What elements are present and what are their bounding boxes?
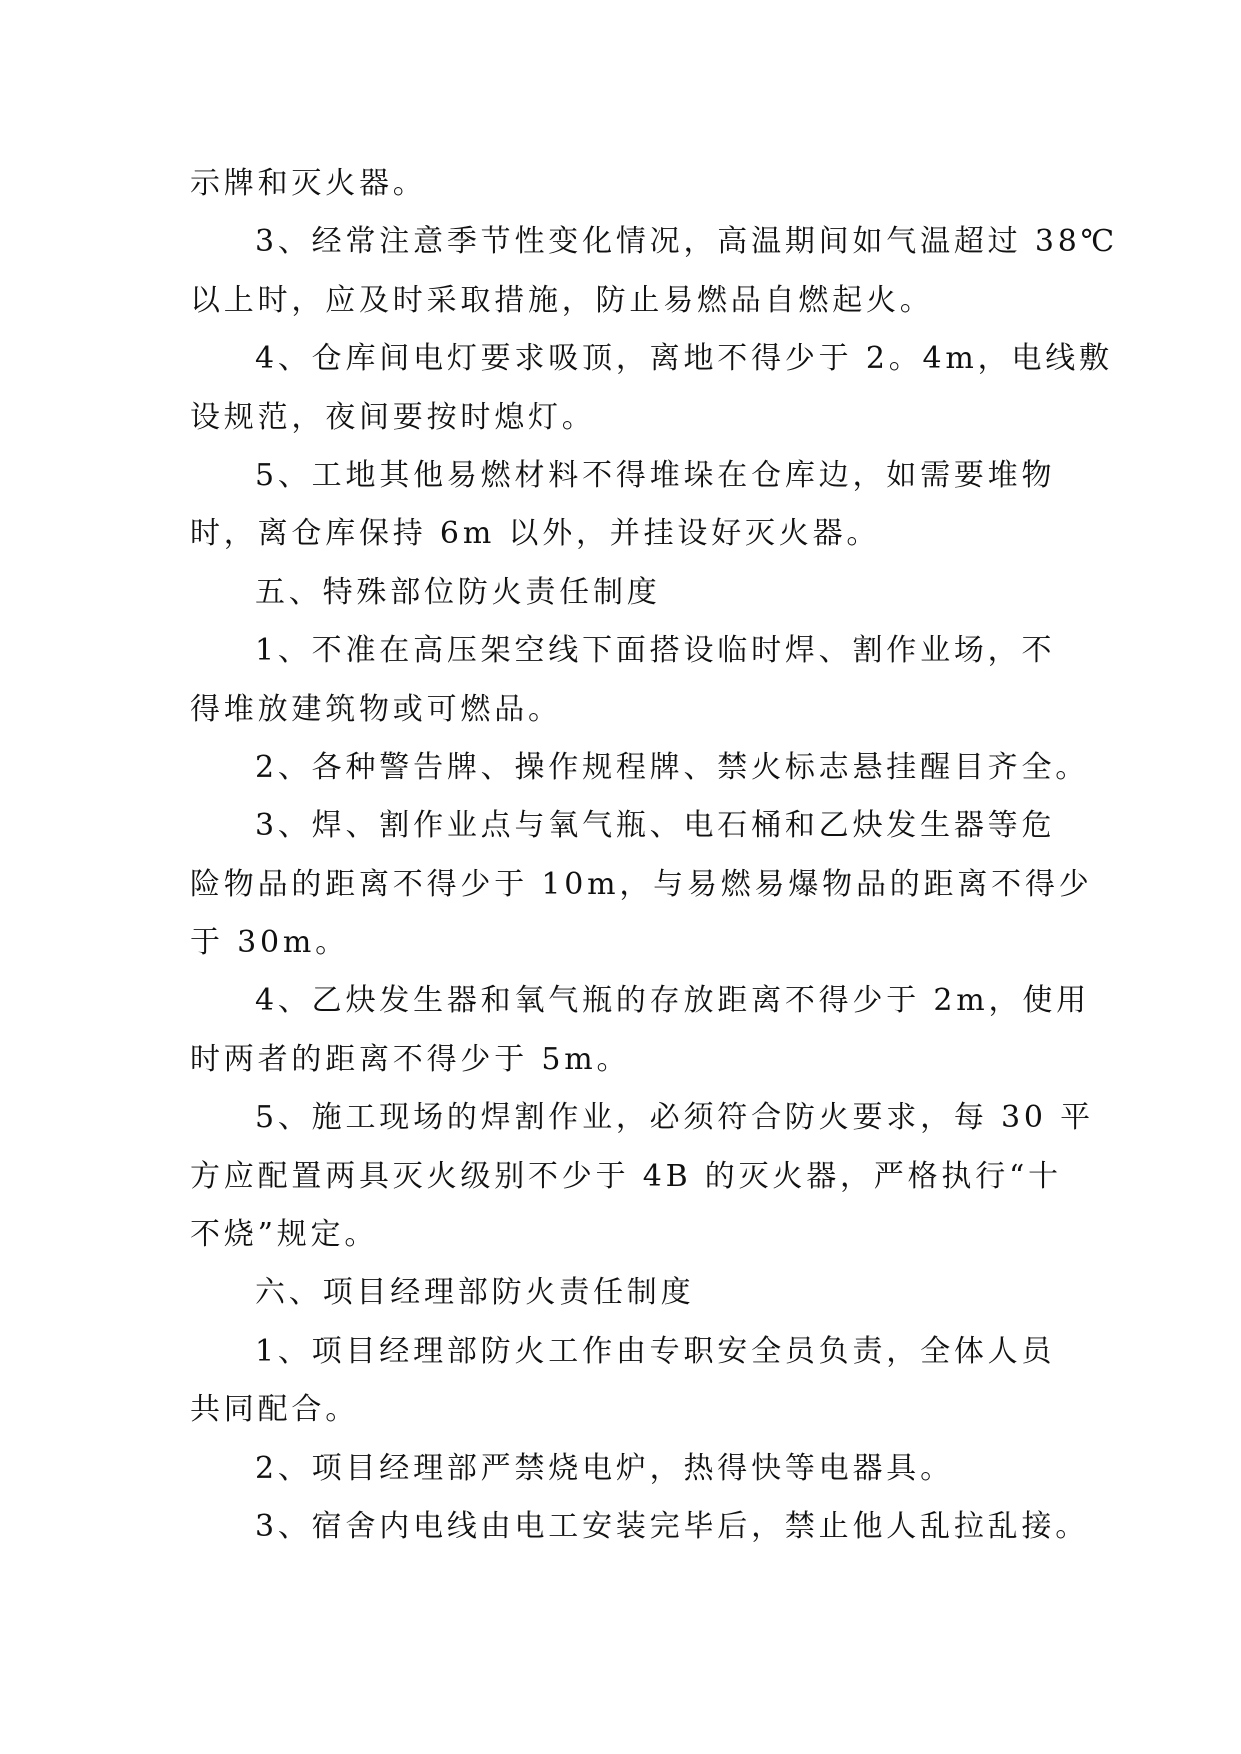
section-heading: 五、特殊部位防火责任制度 [255,574,661,610]
list-item-2-electric-appliances [190,1440,1090,1498]
list-item-3-seasonal-temperature [190,213,1118,330]
text-line: 4、仓库间电灯要求吸顶，离地不得少于 2。4m，电线敷 [255,341,1113,377]
list-item-3-dormitory-wiring [190,1498,1090,1556]
text-line: 3、焊、割作业点与氧气瓶、电石桶和乙炔发生器等危 [255,808,1056,844]
text-line: 5、施工现场的焊割作业，必须符合防火要求，每 30 平 [255,1100,1094,1136]
text-line: 时，离仓库保持 6m 以外，并挂设好灭火器。 [190,516,881,552]
list-item-1-safety-officer [190,1323,1090,1440]
text-line: 于 30m。 [190,925,349,961]
list-item-5-flammable-materials [190,447,1090,564]
text-line: 2、项目经理部严禁烧电炉，热得快等电器具。 [255,1450,954,1486]
list-item-5-welding-fire-extinguishers [190,1089,1094,1264]
text-line: 示牌和灭火器。 [190,166,427,201]
list-item-2-warning-signs [190,739,1090,797]
list-item-1-high-voltage [190,622,1090,739]
list-item-4-acetylene-oxygen [190,972,1090,1089]
text-line: 方应配置两具灭火级别不少于 4B 的灭火器，严格执行“十 [190,1158,1062,1194]
text-line: 5、工地其他易燃材料不得堆垛在仓库边，如需要堆物 [255,457,1056,493]
text-line: 3、宿舍内电线由电工安装完毕后，禁止他人乱拉乱接。 [255,1508,1090,1544]
section-heading: 六、项目经理部防火责任制度 [255,1275,695,1311]
document-body [190,155,1118,1556]
text-line: 3、经常注意季节性变化情况，高温期间如气温超过 38℃ [255,224,1118,260]
text-line: 4、乙炔发生器和氧气瓶的存放距离不得少于 2m，使用 [255,983,1090,1019]
list-item-4-warehouse-lighting [190,330,1113,447]
text-line: 1、项目经理部防火工作由专职安全员负责，全体人员 [255,1333,1056,1369]
paragraph-continuation [190,155,1090,213]
section-heading-6 [190,1264,1090,1322]
text-line: 得堆放建筑物或可燃品。 [190,691,562,727]
text-line: 不烧”规定。 [190,1217,379,1253]
text-line: 险物品的距离不得少于 10m，与易燃易爆物品的距离不得少 [190,866,1093,902]
text-line: 时两者的距离不得少于 5m。 [190,1041,631,1077]
text-line: 设规范，夜间要按时熄灯。 [190,399,596,435]
text-line: 以上时，应及时采取措施，防止易燃品自燃起火。 [190,282,934,318]
text-line: 共同配合。 [190,1392,359,1428]
section-heading-5 [190,564,1090,622]
text-line: 2、各种警告牌、操作规程牌、禁火标志悬挂醒目齐全。 [255,749,1090,785]
text-line: 1、不准在高压架空线下面搭设临时焊、割作业场，不 [255,633,1056,669]
list-item-3-welding-distance [190,797,1093,972]
